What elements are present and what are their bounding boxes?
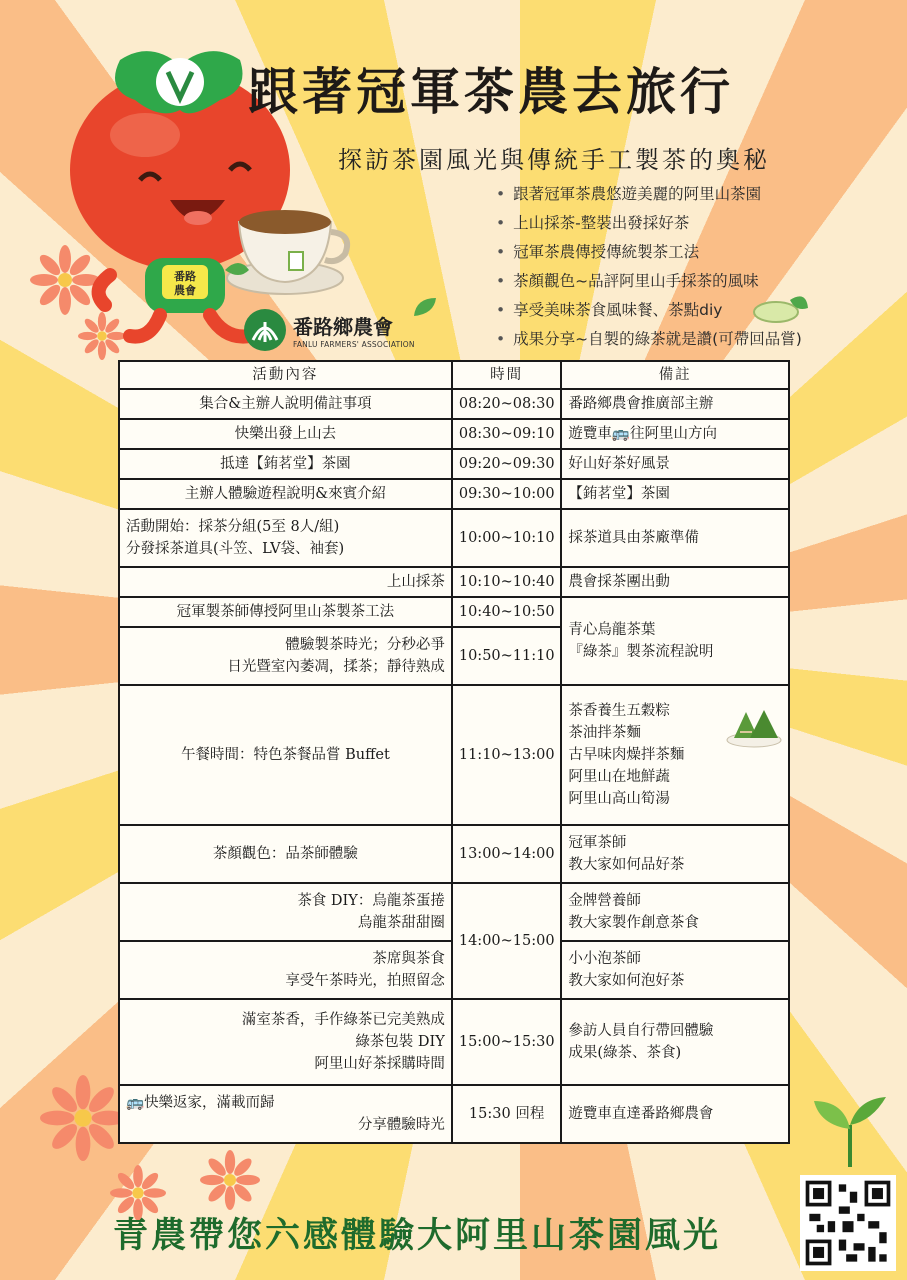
activity-cell: 集合&主辦人說明備註事項 [119,389,452,419]
table-row [119,1085,789,1143]
note-line: 冠軍茶師 [568,835,627,851]
note-text: 往阿里山方向 [629,426,717,442]
activity-cell [119,509,452,567]
note-line: 教大家如何泡好茶 [568,973,685,989]
note-cell [561,419,789,449]
time-cell: 15:30 回程 [452,1085,562,1143]
header-note: 備註 [561,361,789,389]
note-cell [561,941,789,999]
activity-line: 體驗製茶時光；分秒必爭 [285,637,445,653]
page-subtitle: 探訪茶園風光與傳統手工製茶的奧秘 [338,146,770,174]
table-row [119,509,789,567]
table-row [119,479,789,509]
bus-icon: 🚌 [126,1095,145,1111]
table-row [119,389,789,419]
table-row [119,419,789,449]
activity-cell [119,1085,452,1143]
footer-slogan: 青農帶您六感體驗大阿里山茶園風光 [113,1215,722,1256]
activity-cell [119,999,452,1085]
time-cell: 10:50~11:10 [452,627,562,685]
time-cell: 08:30~09:10 [452,419,562,449]
table-row [119,883,789,941]
highlight-item: • 茶顏觀色~品評阿里山手採茶的風味 [496,267,802,296]
table-header-row [119,361,789,389]
note-cell [561,883,789,941]
activity-line: 茶席與茶食 [372,951,445,967]
note-line: 阿里山在地鮮蔬 [568,769,670,785]
note-line: 青心烏龍茶葉 [568,622,656,638]
note-cell [561,597,789,685]
time-cell: 11:10~13:00 [452,685,562,825]
association-name-en: FANLU FARMERS' ASSOCIATION [293,340,415,349]
activity-line: 綠茶包裝 DIY [355,1034,445,1050]
time-cell: 09:30~10:00 [452,479,562,509]
svg-text:農會: 農會 [174,284,196,297]
activity-line: 分發採茶道具(斗笠、LV袋、袖套) [126,541,345,557]
note-cell: 【銪茗堂】茶園 [561,479,789,509]
activity-cell: 抵達【銪茗堂】茶園 [119,449,452,479]
table-row [119,449,789,479]
activity-cell: 茶顏觀色：品茶師體驗 [119,825,452,883]
table-row [119,825,789,883]
highlight-item: • 享受美味茶食風味餐、茶點diy [496,296,802,325]
note-line: 『綠茶』製茶流程說明 [568,644,714,660]
table-row [119,597,789,627]
header-activity: 活動內容 [119,361,452,389]
activity-cell: 冠軍製茶師傳授阿里山茶製茶工法 [119,597,452,627]
note-cell: 番路鄉農會推廣部主辦 [561,389,789,419]
note-line: 小小泡茶師 [568,951,641,967]
activity-line: 烏龍茶甜甜圈 [357,915,445,931]
note-text: 遊覽車 [568,426,612,442]
activity-line: 活動開始：採茶分組(5至 8人/組) [126,519,340,535]
activity-line: 分享體驗時光 [357,1117,445,1133]
activity-cell: 快樂出發上山去 [119,419,452,449]
note-line: 茶油拌茶麵 [568,725,641,741]
note-cell: 採茶道具由茶廠準備 [561,509,789,567]
note-line: 阿里山高山筍湯 [568,791,670,807]
highlight-item: • 冠軍茶農傳授傳統製茶工法 [496,238,802,267]
note-cell [561,685,789,825]
lunch-menu [568,700,782,810]
highlight-item: • 跟著冠軍茶農悠遊美麗的阿里山茶園 [496,180,802,209]
activity-line: 茶食 DIY：烏龍茶蛋捲 [297,893,445,909]
note-line: 茶香養生五穀粽 [568,703,670,719]
activity-line: 享受午茶時光，拍照留念 [285,973,445,989]
table-row [119,567,789,597]
bus-icon: 🚌 [611,426,630,442]
association-name-cn: 番路鄉農會 [293,315,393,339]
activity-text: 快樂返家，滿載而歸 [144,1095,275,1111]
time-cell: 10:00~10:10 [452,509,562,567]
note-line: 參訪人員自行帶回體驗 [568,1023,714,1039]
schedule-table [118,360,790,1144]
activity-line: 滿室茶香，手作綠茶已完美熟成 [241,1012,445,1028]
highlight-item: • 上山採茶-整裝出發採好茶 [496,209,802,238]
note-cell [561,825,789,883]
note-line: 教大家製作創意茶食 [568,915,699,931]
flower-icon [40,1075,126,1161]
activity-line: 日光暨室內萎凋，揉茶；靜待熟成 [227,659,445,675]
sprout-icon [810,1095,890,1167]
rice-dumpling-icon [726,704,782,748]
highlight-item: • 成果分享~自製的綠茶就是讚(可帶回品嘗) [496,325,802,354]
note-cell: 農會採茶團出動 [561,567,789,597]
table-row [119,999,789,1085]
activity-cell [119,627,452,685]
time-cell: 13:00~14:00 [452,825,562,883]
activity-cell: 午餐時間：特色茶餐品嘗 Buffet [119,685,452,825]
time-cell: 14:00~15:00 [452,883,562,999]
note-cell [561,999,789,1085]
time-cell: 08:20~08:30 [452,389,562,419]
note-cell: 好山好茶好風景 [561,449,789,479]
time-cell: 10:10~10:40 [452,567,562,597]
activity-line: 阿里山好茶採購時間 [314,1056,445,1072]
teacup-icon [225,200,355,300]
activity-cell [119,941,452,999]
flower-icon [200,1150,260,1210]
table-row [119,685,789,825]
tea-bowl-icon [752,290,810,330]
activity-cell: 上山採茶 [119,567,452,597]
svg-text:番路: 番路 [174,270,196,283]
page-title: 跟著冠軍茶農去旅行 [248,62,734,121]
time-cell: 15:00~15:30 [452,999,562,1085]
activity-cell [119,883,452,941]
header-time: 時間 [452,361,562,389]
farmers-association-logo [243,308,415,352]
association-emblem-icon [243,308,287,352]
note-line: 成果(綠茶、茶食) [568,1045,682,1061]
qr-code-icon[interactable] [800,1175,896,1271]
note-line: 古早味肉燥拌茶麵 [568,747,685,763]
activity-cell: 主辦人體驗遊程說明&來賓介紹 [119,479,452,509]
note-cell: 遊覽車直達番路鄉農會 [561,1085,789,1143]
note-line: 金牌營養師 [568,893,641,909]
leaf-icon [412,296,438,318]
time-cell: 10:40~10:50 [452,597,562,627]
note-line: 教大家如何品好茶 [568,857,685,873]
time-cell: 09:20~09:30 [452,449,562,479]
activity-line [126,1092,445,1114]
